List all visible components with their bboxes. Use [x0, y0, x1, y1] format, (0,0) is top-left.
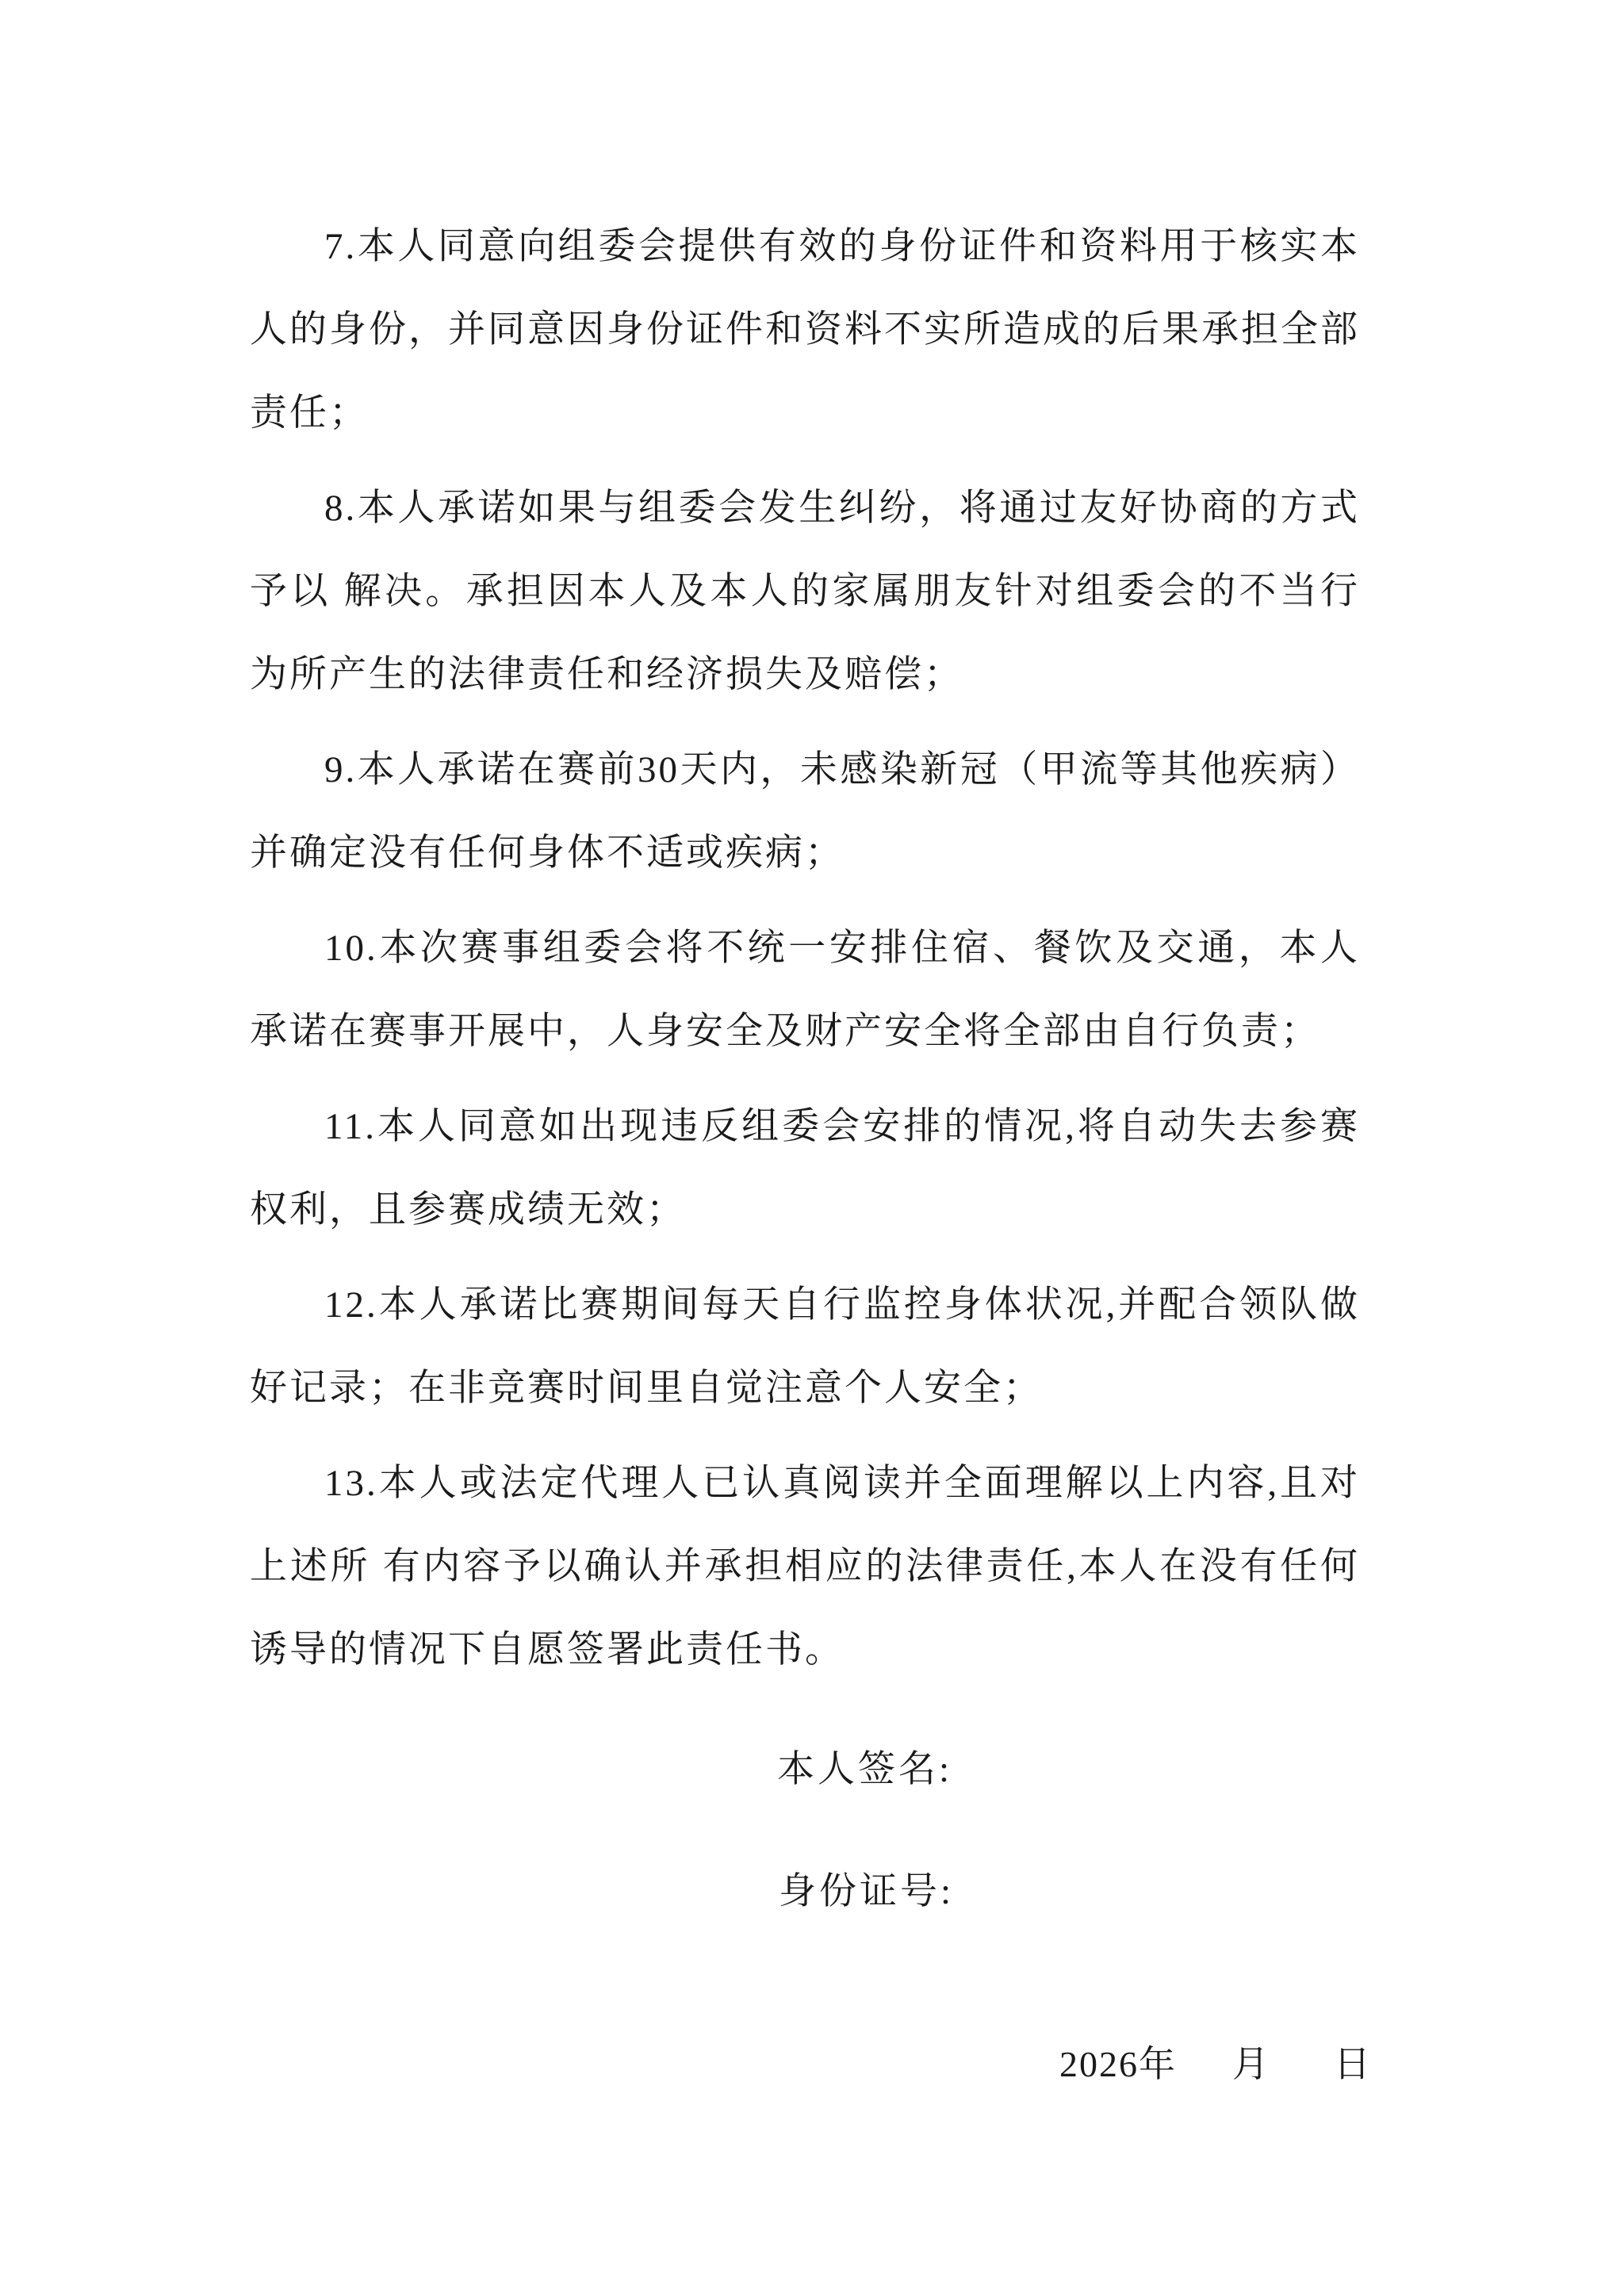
signature-label: 本人签名:	[777, 1749, 953, 1790]
clause-10: 10.本次赛事组委会将不统一安排住宿、餐饮及交通，本人承诺在赛事开展中，人身安全及财产安全将全部由自行负责；	[250, 928, 1360, 1052]
clause-8: 8.本人承诺如果与组委会发生纠纷，将通过友好协商的方式予以 解决。承担因本人及本人的家属朋友针对组委会的不当行为所产生的法律责任和经济损失及赔偿；	[250, 488, 1360, 695]
id-number-label: 身份证号:	[779, 1871, 955, 1912]
clause-11: 11.本人同意如出现违反组委会安排的情况,将自动失去参赛权利，且参赛成绩无效；	[250, 1106, 1360, 1230]
date-year: 2026年	[1059, 2044, 1177, 2084]
clause-12: 12.本人承诺比赛期间每天自行监控身体状况,并配合领队做好记录；在非竞赛时间里自觉注意个人安全；	[250, 1284, 1360, 1409]
agreement-clauses	[250, 205, 1360, 1704]
date-line	[1059, 2022, 1372, 2106]
clause-9: 9.本人承诺在赛前30天内，未感染新冠（甲流等其他疾病）并确定没有任何身体不适或疾病；	[250, 749, 1360, 874]
clause-7: 7.本人同意向组委会提供有效的身份证件和资料用于核实本人的身份，并同意因身份证件和资料不实所造成的后果承担全部责任；	[250, 226, 1360, 434]
date-day: 日	[1334, 2044, 1372, 2084]
date-month: 月	[1232, 2044, 1270, 2084]
clause-13: 13.本人或法定代理人已认真阅读并全面理解以上内容,且对上述所 有内容予以确认并承担相应的法律责任,本人在没有任何诱导的情况下自愿签署此责任书。	[250, 1463, 1360, 1670]
